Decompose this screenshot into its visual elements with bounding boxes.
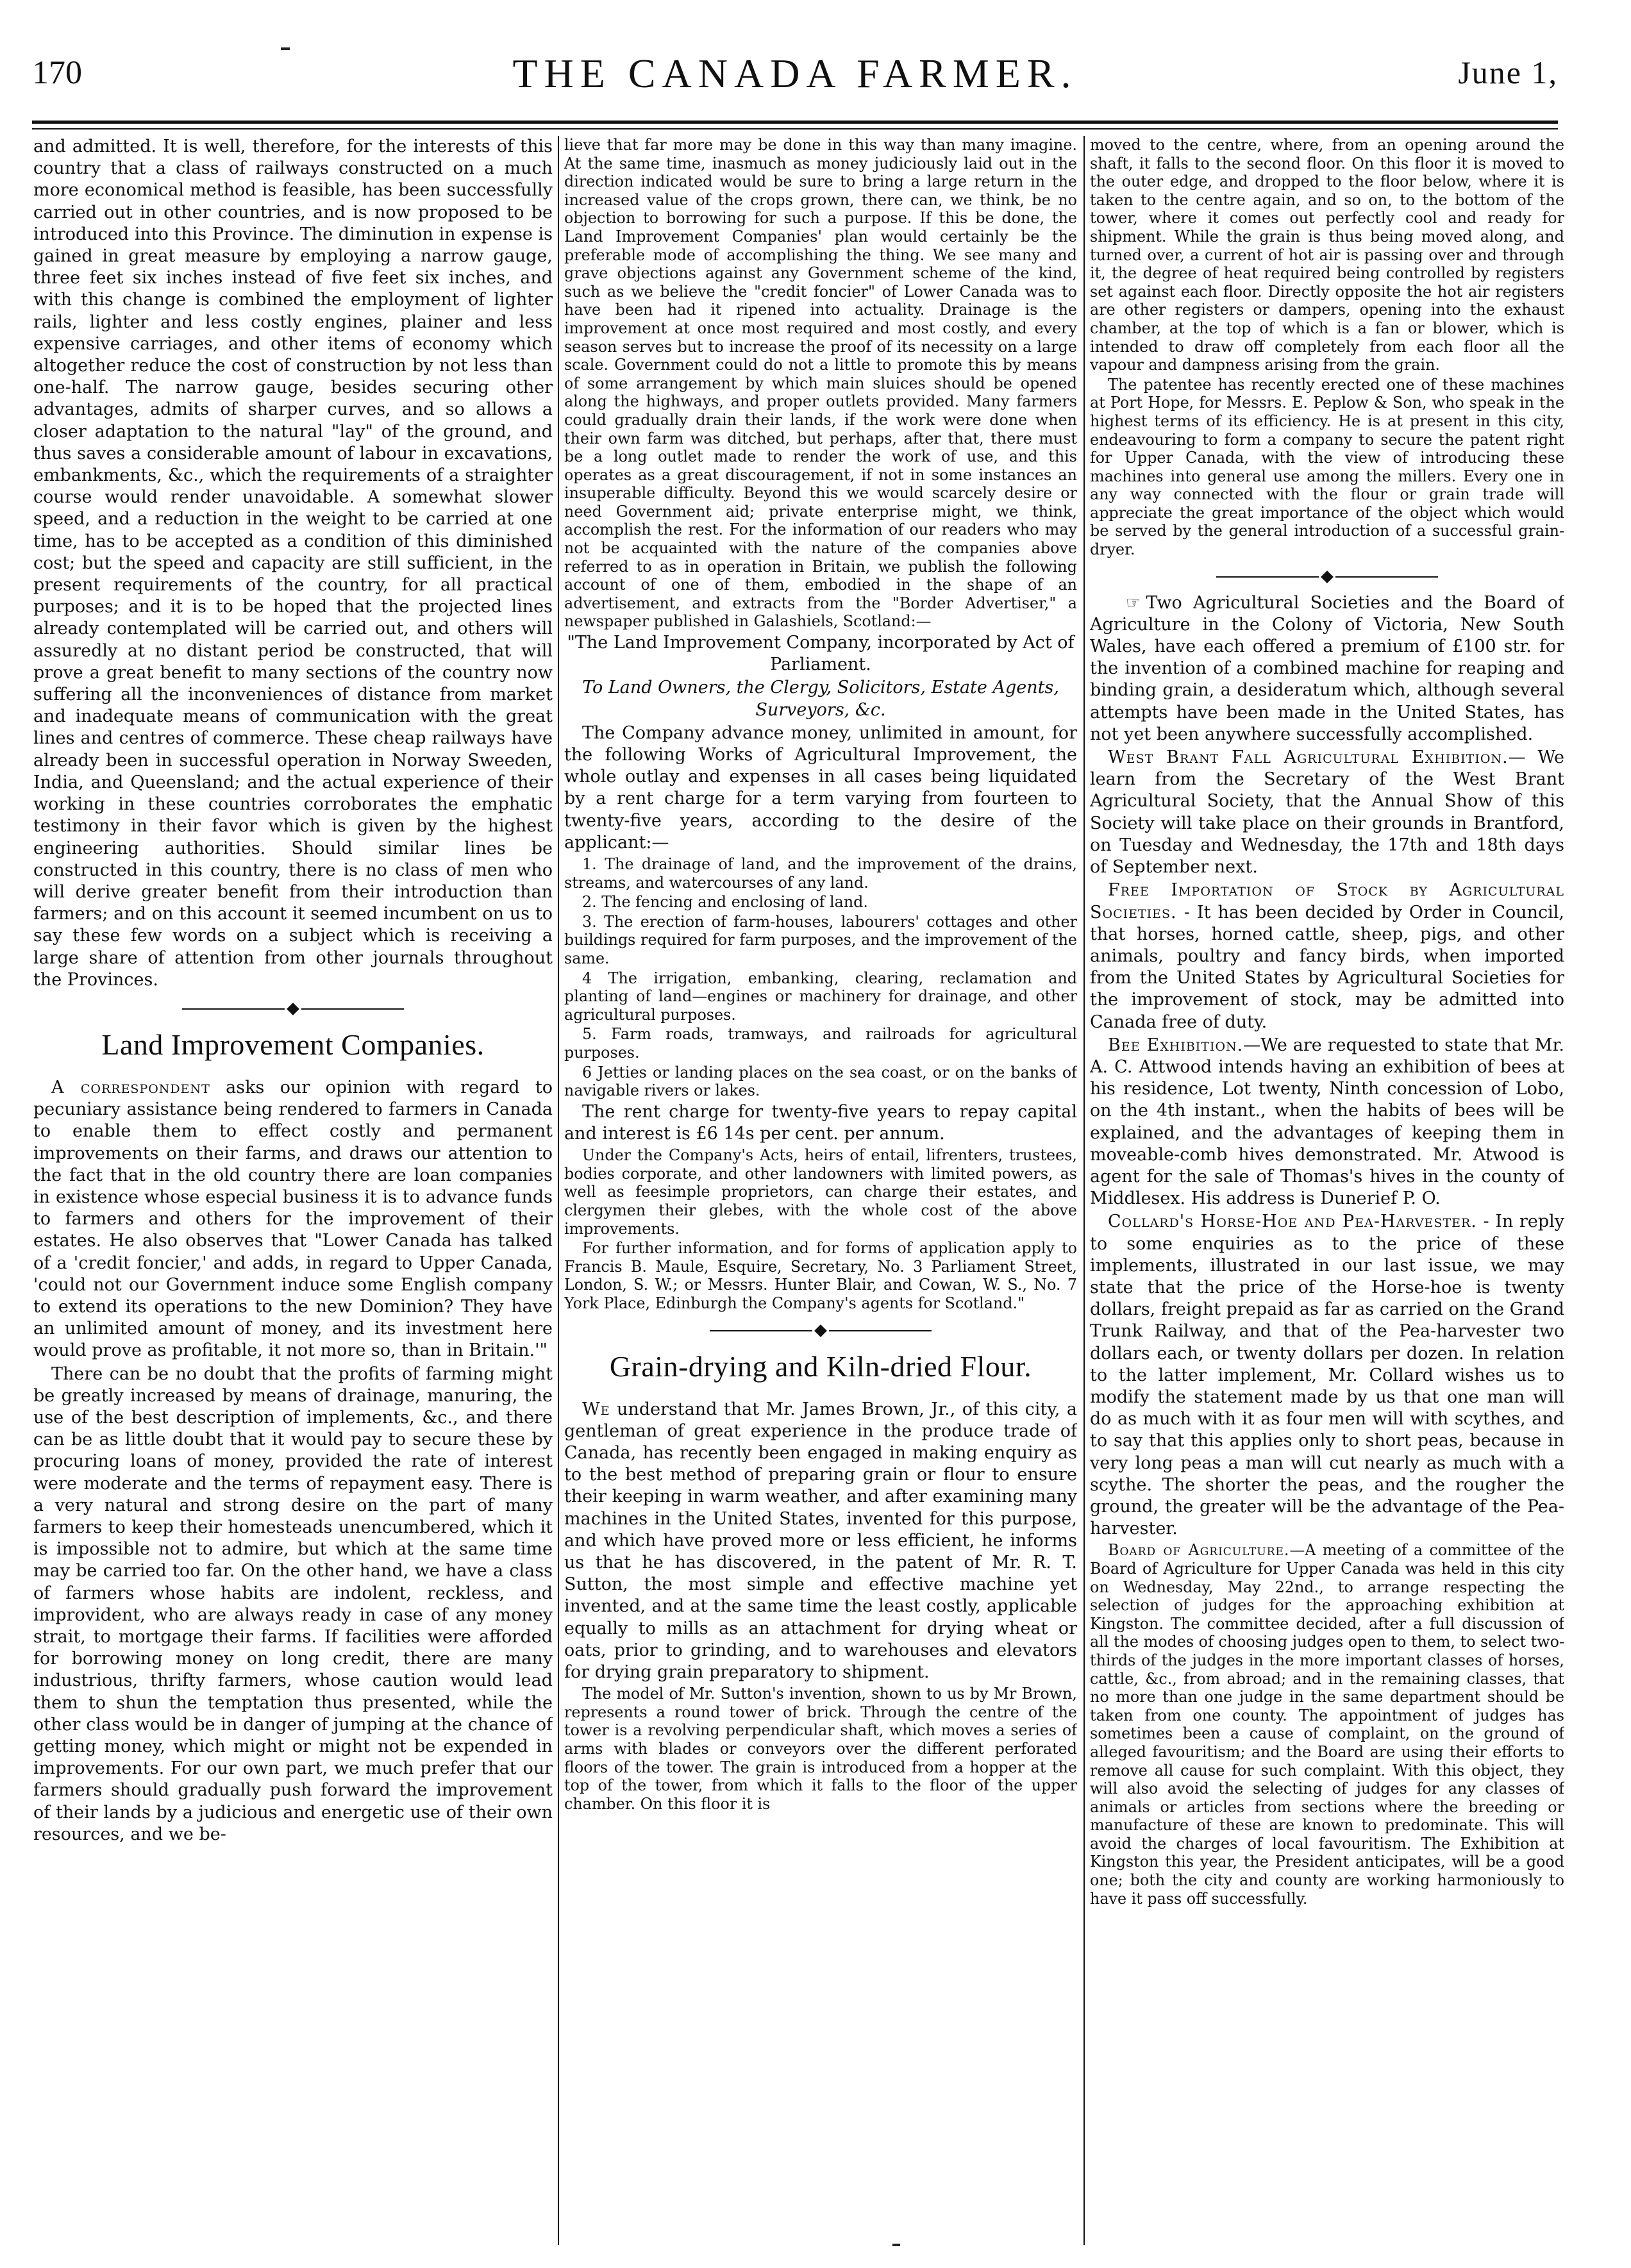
list-item: 6 Jetties or landing places on the sea coast, or on the banks of navigable rivers or lakes. (564, 1063, 1077, 1100)
paragraph-text: understand that Mr. James Brown, Jr., of this city, a gentleman of great experience in the produce trade of Canada, has recently been engaged in making enquiry as to the best method of preparing grain or flour to ensure their keeping in warm weather, and after examining many machines in the United States, invented for this purpose, and which have proved more or less efficient, he informs us that he has discovered, in the patent of Mr. R. T. Sutton, the most simple and effective machine yet invented, and at the same time the least costly, applicable equally to mills as an attachment for drying wheat or oats, prior to grinding, and to warehouses and elevators for drying grain preparatory to shipment. (564, 1399, 1077, 1682)
paragraph-text: — We learn from the Secretary of the West Brant Agricultural Society, that the Annual Show of this Society will take place on their grounds in Brantford, on Tuesday and Wednesday, the 17th and 18th days of September next. (1090, 747, 1564, 878)
article-paragraph (1090, 1211, 1564, 1540)
article-paragraph (1090, 592, 1564, 746)
list-item: 5. Farm roads, tramways, and railroads for agricultural purposes. (564, 1025, 1077, 1062)
column-3 (1090, 136, 1564, 2245)
article-paragraph: and admitted. It is well, therefore, for the interests of this country that a class of railways constructed on a much more economical method is feasible, has been successfully carried out in other countries, and is now proposed to be introduced into this Province. The diminution in expense is gained in great measure by employing a narrow gauge, three feet six inches instead of five feet six inches, and with this change is combined the employment of lighter rails, lighter and less costly engines, plainer and less expensive carriages, and other items of economy which altogether reduce the cost of construction by not less than one-half. The narrow gauge, besides securing other advantages, admits of sharper curves, and so allows a closer adaptation to the natural "lay" of the ground, and thus saves a considerable amount of labour in excavations, embankments, &c., which the requirements of a straighter course would render unavoidable. A somewhat slower speed, and a reduction in the weight to be carried at one time, has to be accepted as a condition of this diminished cost; but the speed and capacity are still sufficient, in the present requirements of the country, for all practical purposes; and it is to be hoped that the projected lines already contemplated will be carried out, and others will assuredly at no distant period be constructed, that will prove a great benefit to many sections of the country now suffering all the inconveniences of distance from market and inadequate means of communication with the great lines and centres of commerce. These cheap railways have already been in successful operation in Norway Sweeden, India, and Queensland; and the actual experience of their working in these countries corroborates the emphatic testimony in their favor which is given by the highest engineering authorities. Should similar lines be constructed in this country, there is no class of men who will derive greater benefit from their introduction than farmers; and on this account it seemed incumbent on us to say these few words on a subject which is receiving a large share of attention from other journals throughout the Provinces. (33, 137, 553, 990)
article-heading: Land Improvement Companies. (101, 1028, 485, 1061)
header-rule-thick (32, 121, 1558, 124)
pointing-hand-icon: ☞ (1126, 593, 1141, 613)
article-paragraph: There can be no doubt that the profits of farming might be greatly increased by means of drainage, manuring, the use of the best description of implements, &c., and there can be as little doubt that it would pay to secure these by procuring loans of money, provided the rate of interest were moderate and the terms of repayment easy. There is a very natural and strong desire on the part of many farmers to keep their homesteads unencumbered, which it is impossible not to admire, but which at the same time may be carried too far. On the other hand, we have a class of farmers whose habits are indolent, reckless, and improvident, who are always ready in case of any money strait, to mortgage their farms. If facilities were afforded for borrowing money on long credit, there are many industrious, thrifty farmers, whose caution would lead them to shun the temptation thus presented, while the other class would be in danger of jumping at the chance of getting money, which might or might not be expended in improvements. For our own part, we much prefer that our farmers should gradually push forward the improvement of their lands by a judicious and energetic use of their own resources, and we be- (33, 1363, 553, 1844)
article-paragraph (1090, 880, 1564, 1033)
list-item: 1. The drainage of land, and the improvement of the drains, streams, and watercourses of any land. (564, 855, 1077, 892)
article-paragraph: Under the Company's Acts, heirs of entail, lifrenters, trustees, bodies corporate, and other landowners with limited powers, as well as feesimple proprietors, can charge their estates, and clergymen their glebes, with the whole cost of the above improvements. (564, 1146, 1077, 1238)
paragraph-text: Two Agricultural Societies and the Board of Agriculture in the Colony of Victoria, New South Wales, have each offered a premium of £100 str. for the invention of a combined machine for reaping and binding grain, a desideratum which, although several attempts have been made in the United States, has not yet been anywhere successfully accomplished. (1090, 592, 1564, 744)
article-paragraph (1090, 747, 1564, 878)
article-paragraph: The patentee has recently erected one of these machines at Port Hope, for Messrs. E. Peplow & Son, who speak in the highest terms of its efficiency. He is at present in this city, endeavouring to form a company to secure the patent right for Upper Canada, with the view of introducing these machines into general use among the millers. Every one in any way connected with the flour or grain trade will appreciate the great importance of the object which would be served by the general introduction of a successful grain-dryer. (1090, 375, 1564, 559)
article-paragraph (1090, 1541, 1564, 1908)
article-paragraph (33, 1077, 553, 1362)
article-paragraph: The Company advance money, unlimited in amount, for the following Works of Agricultural Improvement, the whole outlay and expenses in all cases being liquidated by a rent charge for a term varying from fourteen to twenty-five years, according to the desire of the applicant:— (564, 722, 1077, 853)
column-rule (558, 136, 559, 2245)
masthead-title: THE CANADA FARMER. (512, 51, 1078, 96)
section-divider (564, 1324, 1077, 1337)
column-2 (564, 136, 1077, 2245)
lead-words: A correspondent (51, 1077, 210, 1097)
article-paragraph: The rent charge for twenty-five years to repay capital and interest is £6 14s per cent. per annum. (564, 1101, 1077, 1144)
paragraph-text: asks our opinion with regard to pecuniary assistance being rendered to farmers in Canada to enable them to effect costly and permanent improvements on their farms, and draws our attention to the fact that in the old country there are loan companies in existence whose especial business it is to advance funds to farmers and others for the improvement of their estates. He also observes that "Lower Canada has talked of a 'credit foncier,' and adds, in regard to Upper Canada, 'could not our Government induce some English company to extend its operations to the new Dominion? They have an unlimited amount of money, and its investment here would prove as profitable, it not more so, than in Britain.'" (33, 1077, 553, 1361)
paragraph-text: - It has been decided by Order in Council, that horses, horned cattle, sheep, pigs, and other animals, poultry and fancy birds, when imported from the United States by Agricultural Societies for the improvement of stock, may be admitted into Canada free of duty. (1090, 902, 1564, 1032)
advertisement-subtitle: To Land Owners, the Clergy, Solicitors, Estate Agents, Surveyors, &c. (582, 678, 1059, 720)
list-item: 2. The fencing and enclosing of land. (582, 893, 868, 912)
article-paragraph (1090, 1035, 1564, 1210)
list-item: 3. The erection of farm-houses, labourers' cottages and other buildings required for farm purposes, and the improvement of the same. (564, 912, 1077, 968)
lead-words: Bee Exhibition. (1108, 1035, 1244, 1055)
print-mark (892, 2244, 900, 2246)
lead-words: Free Importation of Stock by Agricultural Societies. (1090, 880, 1564, 922)
article-paragraph: The model of Mr. Sutton's invention, shown to us by Mr Brown, represents a round tower of brick. Through the centre of the tower is a revolving perpendicular shaft, which moves a series of arms with blades or conveyors over the different perforated floors of the tower. The grain is introduced from a hopper at the top of the tower, from which it falls to the floor of the upper chamber. On this floor it is (564, 1685, 1077, 1813)
paragraph-text: —We are requested to state that Mr. A. C. Attwood intends having an exhibition of bees at his residence, Lot twenty, Ninth concession of Lobo, on the 4th instant., when the habits of bees will be explained, and the advantages of keeping them in moveable-comb hives demonstrated. Mr. Atwood is agent for the sale of Thomas's hives in the county of Middlesex. His address is Dunerief P. O. (1090, 1035, 1564, 1209)
lead-words: We (582, 1399, 610, 1419)
page-number: 170 (32, 54, 82, 91)
header-rule-thin (32, 128, 1558, 129)
section-divider (1090, 571, 1564, 583)
lead-words: Collard's Horse-Hoe and Pea-Harvester. (1108, 1212, 1477, 1232)
column-1 (33, 136, 553, 2245)
paragraph-text: —A meeting of a committee of the Board of Agriculture for Upper Canada was held in this city on Wednesday, May 22nd., to arrange respecting the selection of judges for the approaching exhibition at Kingston. The committee decided, after a full discussion of all the modes of choosing judges open to them, to select two-thirds of the judges in the more important classes of horses, cattle, &c., from abroad; and in the remaining classes, that no more than one judge in the same department should be taken from one county. The appointment of judges has sometimes been a cause of complaint, on the ground of alleged favouritism; and the Board are using their efforts to remove all cause for such complaint. With this object, they will also avoid the selecting of judges for any classes of animals or articles from sections where the breeding or manufacture of these are known to predominate. This will avoid the charges of local favouritism. The Exhibition at Kingston this year, the President anticipates, will be a good one; both the city and county are working harmoniously to have it pass off successfully. (1090, 1541, 1564, 1908)
article-paragraph: lieve that far more may be done in this way than many imagine. At the same time, inasmuch as money judiciously laid out in the direction indicated would be sure to bring a large return in the increased value of the crops grown, there can, we think, be no objection to borrowing for such a purpose. If this be done, the Land Improvement Companies' plan would certainly be the preferable mode of accomplishing the thing. We see many and grave objections against any Government scheme of the kind, such as we believe the "credit foncier" of Lower Canada was to have been had it ripened into actuality. Drainage is the improvement at once most required and most costly, and every season serves but to increase the proof of its necessity on a large scale. Government could do not a little to promote this by means of some arrangement by which main sluices should be opened along the highways, and proper outlets provided. Many farmers could gradually drain their lands, if the work were done when their own farm was ditched, but perhaps, after that, there must be a long outlet made to render the work of use, and this operates as a great discouragement, if not in some instances an insuperable difficulty. Beyond this we would scarcely desire or need Government aid; private enterprise might, we think, accomplish the rest. For the information of our readers who may not be acquainted with the nature of the companies above referred to as in operation in Britain, we publish the following account of one of them, embodied in the shape of an advertisement, and extracts from the "Border Advertiser," a newspaper published in Galashiels, Scotland:— (564, 136, 1077, 631)
section-divider (33, 1003, 553, 1015)
paragraph-text: - In reply to some enquiries as to the price of these implements, illustrated in our last issue, we may state that the price of the Horse-hoe is twenty dollars, freight prepaid as far as carried on the Grand Trunk Railway, and that of the Pea-harvester two dollars each, or twenty dollars per dozen. In relation to the latter implement, Mr. Collard wishes us to modify the statement made by us that one man will do as much with it as four men will with scythes, and to say that this applies only to short peas, because in very long peas a man will cut nearly as much with a scythe. The shorter the peas, and the rougher the ground, the greater will be the advantage of the Pea-harvester. (1090, 1212, 1564, 1539)
article-paragraph: moved to the centre, where, from an opening around the shaft, it falls to the second floor. On this floor it is moved to the outer edge, and dropped to the floor below, where it is taken to the centre again, and so on, to the bottom of the tower, where it comes out perfectly cool and ready for shipment. While the grain is thus being moved along, and turned over, a current of hot air is passing over and through it, the degree of heat required being controlled by registers set against each floor. Directly opposite the hot air registers are other registers or dampers, opening into the exhaust chamber, at the top of which is a fan or blower, which is intended to draw off completely from each floor all the vapour and dampness arising from the grain. (1090, 136, 1564, 374)
article-heading: Grain-drying and Kiln-dried Flour. (609, 1349, 1032, 1383)
list-item: 4 The irrigation, embanking, clearing, reclamation and planting of land—engines or machinery for drainage, and other agricultural purposes. (564, 969, 1077, 1024)
page-header (32, 50, 1558, 114)
lead-words: Board of Agriculture. (1108, 1541, 1290, 1560)
lead-words: West Brant Fall Agricultural Exhibition. (1108, 747, 1509, 768)
article-paragraph (564, 1399, 1077, 1684)
issue-date: June 1, (1458, 54, 1558, 90)
article-paragraph: For further information, and for forms of application apply to Francis B. Maule, Esquire, Secretary, No. 3 Parliament Street, London, S. W.; or Messrs. Hunter Blair, and Cowan, W. S., No. 7 York Place, Edinburgh the Company's agents for Scotland." (564, 1239, 1077, 1312)
column-rule (1083, 136, 1085, 2245)
advertisement-title: "The Land Improvement Company, incorporated by Act of Parliament. (567, 633, 1075, 675)
